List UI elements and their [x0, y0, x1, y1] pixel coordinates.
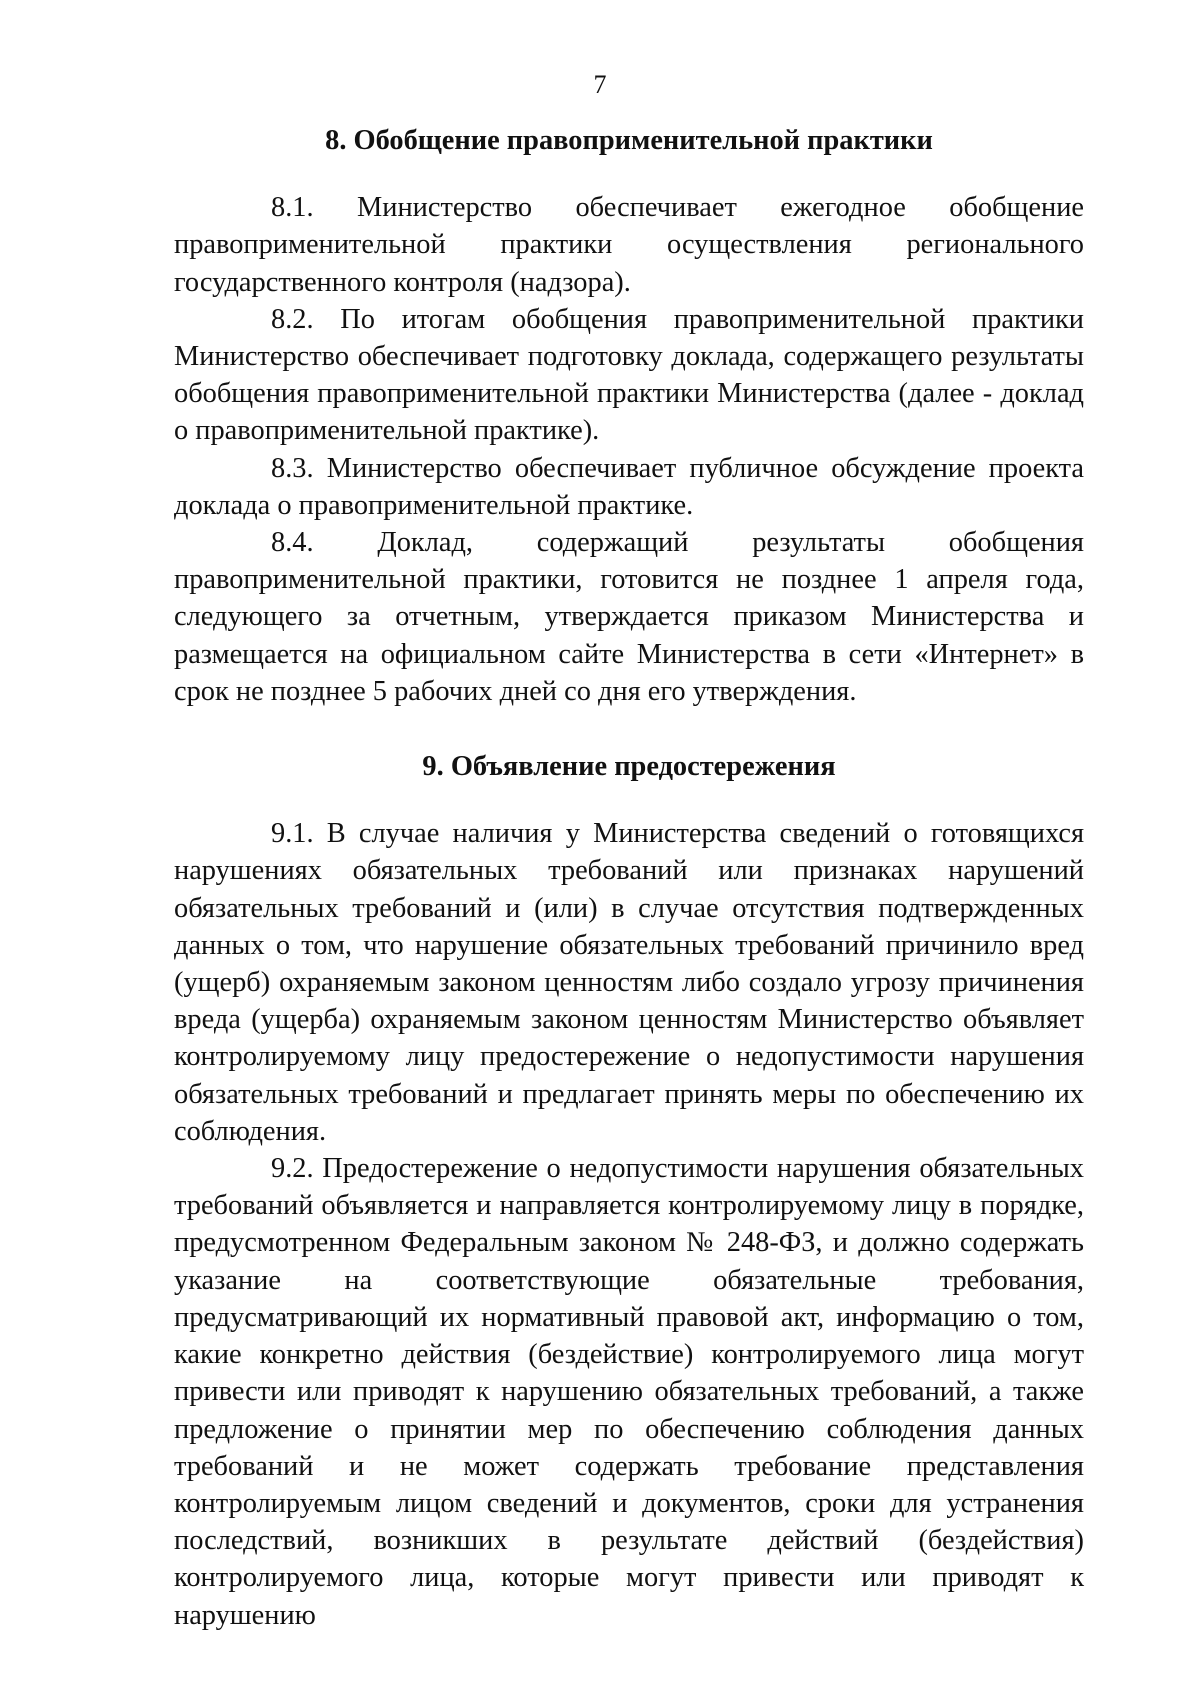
paragraph-9-2: 9.2. Предостережение о недопустимости нарушения обязательных требований объявляется и направляется контролируемому лицу в порядке, предусмотренном Федеральным законом № 248-ФЗ, и должно содержать указание на соответствующие обязательные требования, предусматривающий их нормативный правовой акт, информацию о том, какие конкретно действия (бездействие) контролируемого лица могут привести или приводят к нарушению обязательных требований, а также предложение о принятии мер по обеспечению соблюдения данных требований и не может содержать требование представления контролируемым лицом сведений и документов, сроки для устранения последствий, возникших в результате действий (бездействия) контролируемого лица, которые могут привести или приводят к нарушению — [174, 1153, 1084, 1631]
paragraph-8-3: 8.3. Министерство обеспечивает публичное обсуждение проекта доклада о правоприменительной практике. — [174, 452, 1084, 521]
section-9-heading: 9. Объявление предостережения — [422, 751, 836, 783]
paragraph-8-2: 8.2. По итогам обобщения правоприменительной практики Министерство обеспечивает подготовку доклада, содержащего результаты обобщения правоприменительной практики Министерства (далее - доклад о правоприменительной практике). — [174, 303, 1084, 447]
page-content — [174, 122, 1084, 1634]
page-number: 7 — [593, 70, 607, 99]
section-8-heading: 8. Обобщение правоприменительной практики — [325, 125, 933, 156]
paragraph-9-1: 9.1. В случае наличия у Министерства сведений о готовящихся нарушениях обязательных требований или признаках нарушений обязательных требований и (или) в случае отсутствия подтвержденных данных о том, что нарушение обязательных требований причинило вред (ущерб) охраняемым законом ценностям либо создало угрозу причинения вреда (ущерба) охраняемым законом ценностям Министерство объявляет контролируемому лицу предостережение о недопустимости нарушения обязательных требований и предлагает принять меры по обеспечению их соблюдения. — [174, 818, 1084, 1147]
paragraph-8-4: 8.4. Доклад, содержащий результаты обобщения правоприменительной практики, готовится не позднее 1 апреля года, следующего за отчетным, утверждается приказом Министерства и размещается на официальном сайте Министерства в сети «Интернет» в срок не позднее 5 рабочих дней со дня его утверждения. — [174, 527, 1084, 707]
paragraph-8-1: 8.1. Министерство обеспечивает ежегодное обобщение правоприменительной практики осуществления регионального государственного контроля (надзора). — [174, 192, 1084, 298]
